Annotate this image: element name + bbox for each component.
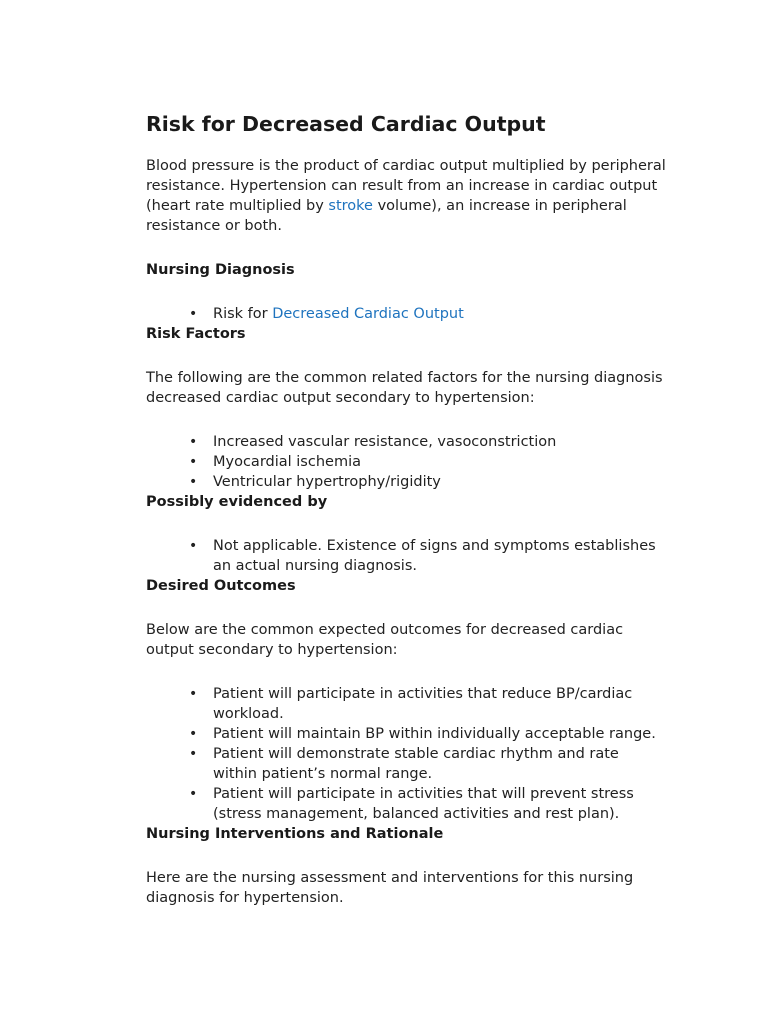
interventions-text: Here are the nursing assessment and interventions for this nursing diagnosis for hypertension. (146, 870, 634, 906)
list-item (189, 784, 666, 824)
list-item (189, 304, 666, 324)
risk-factors-list (146, 432, 666, 492)
list-item-text: Patient will demonstrate stable cardiac rhythm and rate within patient’s normal range. (213, 746, 619, 782)
list-item-text: Not applicable. Existence of signs and symptoms establishes an actual nursing diagnosis. (213, 538, 656, 574)
bullet-icon: • (189, 474, 198, 490)
list-item (189, 724, 666, 744)
desired-outcomes-heading: Desired Outcomes (146, 578, 296, 594)
evidenced-by-list (146, 536, 666, 576)
intro-paragraph (146, 156, 666, 236)
list-item-text: Increased vascular resistance, vasoconstriction (213, 434, 557, 450)
bullet-icon: • (189, 686, 198, 702)
desired-outcomes-text: Below are the common expected outcomes for decreased cardiac output secondary to hypertension: (146, 622, 624, 658)
diagnosis-prefix: Risk for (213, 306, 273, 322)
interventions-heading: Nursing Interventions and Rationale (146, 826, 444, 842)
list-item (189, 744, 666, 784)
bullet-icon: • (189, 538, 198, 554)
list-item (189, 432, 666, 452)
list-item (189, 472, 666, 492)
list-item-text: Patient will maintain BP within individually acceptable range. (213, 726, 656, 742)
evidenced-by-heading: Possibly evidenced by (146, 494, 328, 510)
bullet-icon: • (189, 454, 198, 470)
list-item-text: Patient will participate in activities that will prevent stress (stress management, balanced activities and rest plan). (213, 786, 634, 822)
risk-factors-text: The following are the common related factors for the nursing diagnosis decreased cardiac output secondary to hypertension: (146, 370, 663, 406)
nursing-diagnosis-heading: Nursing Diagnosis (146, 262, 295, 278)
bullet-icon: • (189, 786, 198, 802)
decreased-cardiac-output-link[interactable]: Decreased Cardiac Output (272, 306, 464, 322)
desired-outcomes-list (146, 684, 666, 824)
list-item (189, 684, 666, 724)
list-item-text: Myocardial ischemia (213, 454, 361, 470)
list-item-text: Ventricular hypertrophy/rigidity (213, 474, 441, 490)
list-item (189, 536, 666, 576)
bullet-icon: • (189, 726, 198, 742)
intro-text-after: volume), an increase in peripheral resistance or both. (146, 198, 627, 234)
document-page (146, 108, 666, 908)
bullet-icon: • (189, 306, 198, 322)
page-title: Risk for Decreased Cardiac Output (146, 112, 546, 136)
intro-text-before: Blood pressure is the product of cardiac output multiplied by peripheral resistance. Hypertension can result from an increase in cardiac output (heart rate multiplied by (146, 158, 666, 214)
risk-factors-heading: Risk Factors (146, 326, 246, 342)
list-item-text: Patient will participate in activities that reduce BP/cardiac workload. (213, 686, 633, 722)
list-item (189, 452, 666, 472)
bullet-icon: • (189, 746, 198, 762)
bullet-icon: • (189, 434, 198, 450)
stroke-link[interactable]: stroke (328, 198, 373, 214)
nursing-diagnosis-list (146, 304, 666, 324)
